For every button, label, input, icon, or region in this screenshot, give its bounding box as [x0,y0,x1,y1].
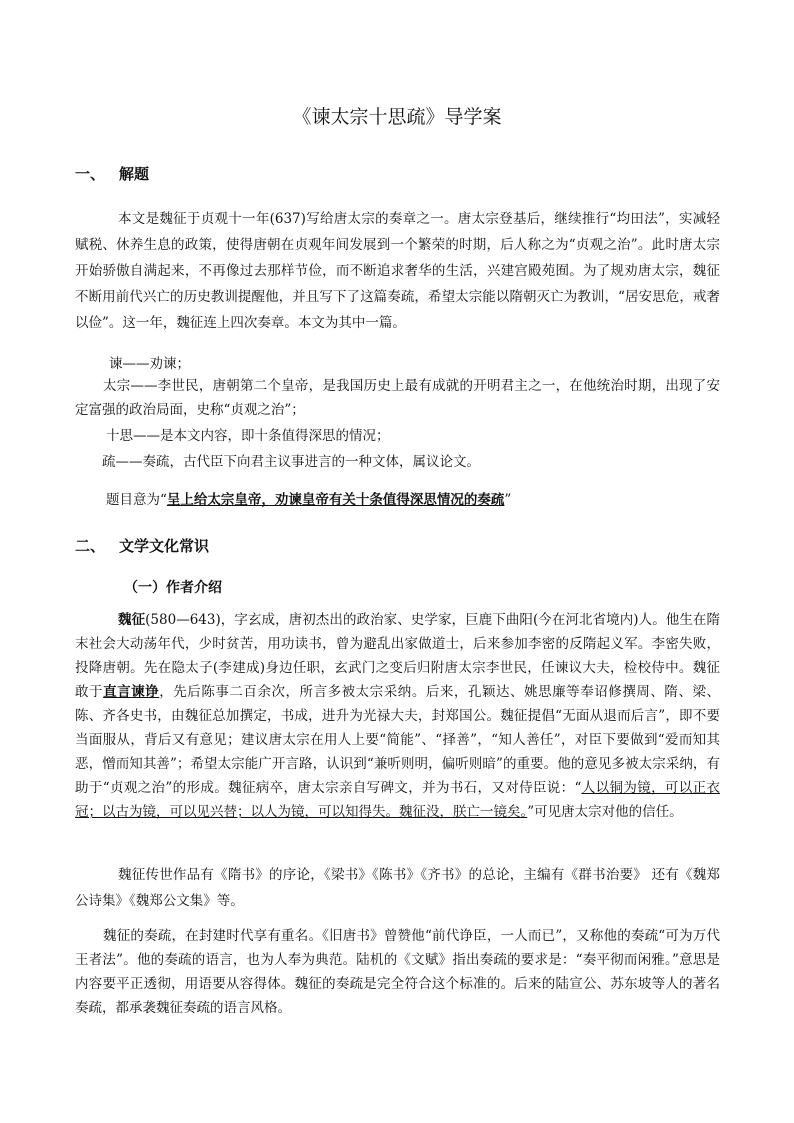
author-paragraph [75,608,720,824]
title-meaning [106,490,511,510]
subsection-heading: （一）作者介绍 [124,580,222,596]
section-title: 解题 [119,165,150,183]
author-text: ，先后陈事二百余次，所言多被太宗采纳。后来，孔颖达、姚思廉等奉诏修撰周、隋、梁、陈、齐各史书，由魏征总加撰定，书成，进升为光禄大夫，封郑国公。魏征提倡“无面从退而后言”，即不要当面服从，背后又有意见；建议唐太宗在用人上要“简能”、“择善”，“知人善任”，对臣下要做到“爱而知其恶，憎而知其善”；希望太宗能广开言路，认识到“兼听则明，偏听则暗”的重要。他的意见多被太宗采纳，有助于“贞观之治”的形成。魏征病卒，唐太宗亲自写碑文，并为书石，又对侍臣说：“ [75,684,721,796]
author-emphasis: 直言谏诤 [103,684,160,700]
term-line: 太宗——李世民，唐朝第二个皇帝，是我国历史上最有成就的开明君主之一，在他统治时期，出现了安定富强的政治局面，史称“贞观之治”； [75,378,720,418]
famous-quote: 人以铜为镜，可以正衣冠；以古为镜，可以见兴替；以人为镜，可以知得失。魏征没，朕亡一镜矣。 [75,780,720,820]
memorial-paragraph: 魏征的奏疏，在封建时代享有重名。《旧唐书》曾赞他“前代诤臣，一人而已”，又称他的奏疏“可为万代王者法”。他的奏疏的语言，也为人奉为典范。陆机的《文赋》指出奏疏的要求是：“奏平彻而闲雅。”意思是内容要平正透彻，用语要从容得体。魏征的奏疏是完全符合这个标准的。后来的陆宣公、苏东坡等人的著名奏疏，都承袭魏征奏疏的语言风格。 [75,928,720,1016]
author-text: (580—643)，字玄成，唐初杰出的政治家、史学家，巨鹿下曲阳(今在河北省境内)人。他生在隋末社会大动荡年代，少时贫苦，用功读书，曾为避乱出家做道士，后来参加李密的反隋起义军。李密失败，投降唐朝。先在隐太子(李建成)身边任职，玄武门之变后归附唐太宗李世民，任谏议大夫，检校侍中。魏征敢于 [75,612,721,700]
meaning-emphasis: 呈上给太宗皇帝，劝谏皇帝有关十条值得深思情况的奏疏 [166,492,505,508]
term-line: 十思——是本文内容，即十条值得深思的情况； [106,428,390,444]
intro-paragraph: 本文是魏征于贞观十一年(637)写给唐太宗的奏章之一。唐太宗登基后，继续推行“均田法”，实减轻赋税、休养生息的政策，使得唐朝在贞观年间发展到一个繁荣的时期，后人称之为“贞观之治”。此时唐太宗开始骄傲自满起来，不再像过去那样节俭，而不断追求奢华的生活，兴建宫殿苑囿。为了规劝唐太宗，魏征不断用前代兴亡的历史教训提醒他，并且写下了这篇奏疏，希望太宗能以隋朝灭亡为教训，“居安思危，戒奢以俭”。这一年，魏征连上四次奏章。本文为其中一篇。 [75,211,720,331]
term-line: 谏——劝谏； [109,356,190,372]
meaning-suffix: ” [504,492,512,508]
section-number: 一、 [75,165,106,183]
meaning-prefix: 题目意为“ [106,492,167,508]
section-title: 文学文化常识 [119,537,210,555]
author-text: ”可见唐太宗对他的信任。 [527,804,683,820]
section-heading-2 [75,536,209,556]
section-number: 二、 [75,537,106,555]
term-line: 疏——奏疏，古代臣下向君主议事进言的一种文体，属议论文。 [102,454,480,470]
section-heading-1 [75,164,149,184]
author-name: 魏征 [118,612,146,628]
page-title: 《谏太宗十思疏》导学案 [292,106,502,128]
works-paragraph: 魏征传世作品有《隋书》的序论，《梁书》《陈书》《齐书》的总论，主编有《群书治要》 还有《魏郑公诗集》《魏郑公文集》等。 [75,867,720,909]
